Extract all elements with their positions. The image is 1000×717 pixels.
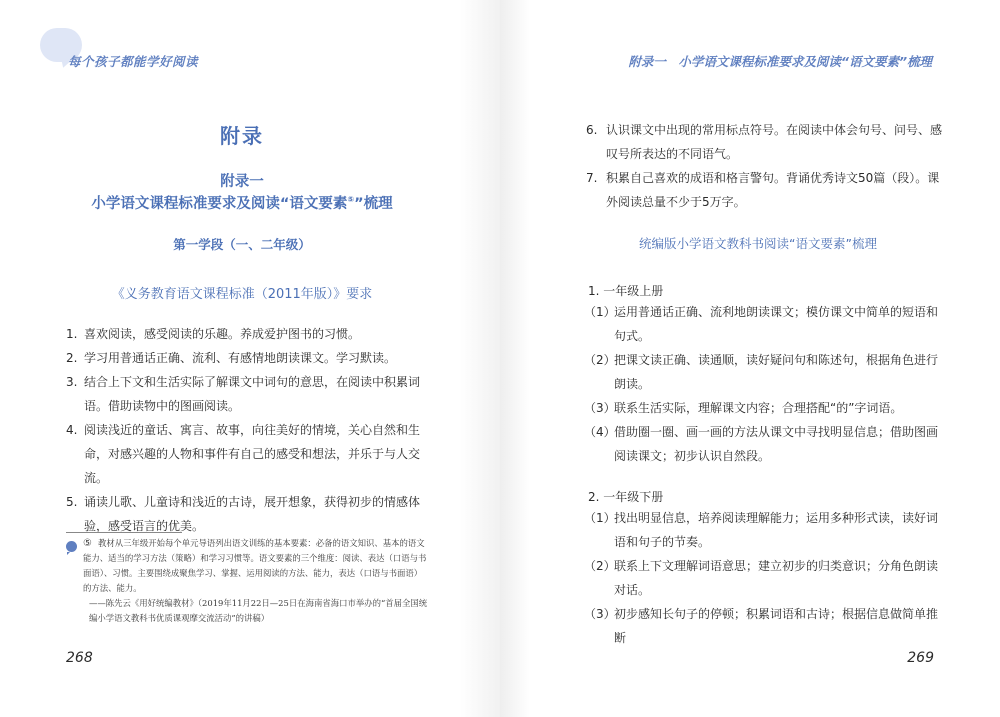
list-item — [66, 418, 436, 490]
item-number: 6. — [586, 123, 598, 137]
item-number: （1） — [584, 305, 616, 319]
item-text: 积累自己喜欢的成语和格言警句。背诵优秀诗文50篇（段）。课外阅读总量不少于5万字。 — [606, 171, 940, 209]
list-item — [586, 118, 942, 166]
running-head-right: 附录一 小学语文课程标准要求及阅读“语文要素”梳理 — [628, 54, 932, 69]
grade-heading: 1. 一年级上册 — [588, 284, 664, 298]
item-text: 联系生活实际，理解课文内容；合理搭配“的”字词语。 — [614, 401, 903, 415]
list-item — [584, 420, 942, 468]
item-number: 7. — [586, 171, 598, 185]
standard-heading: 《义务教育语文课程标准（2011年版）》要求 — [111, 287, 373, 302]
grade-heading: 2. 一年级下册 — [588, 490, 664, 504]
list-item — [584, 300, 942, 348]
footnote-reference: ⑤ — [347, 195, 355, 205]
section-title: 统编版小学语文教科书阅读“语文要素”梳理 — [639, 236, 877, 251]
list-item — [66, 490, 436, 538]
item-text: 阅读浅近的童话、寓言、故事，向往美好的情境，关心自然和生命，对感兴趣的人物和事件有自己的感受和想法，并乐于与人交流。 — [84, 423, 421, 485]
footnote-rule — [66, 532, 182, 533]
list-item — [66, 370, 436, 418]
item-number: （3） — [584, 401, 616, 415]
list-item — [584, 348, 942, 396]
item-text: 把课文读正确、读通顺，读好疑问句和陈述句，根据角色进行朗读。 — [614, 353, 939, 391]
appendix-title — [0, 192, 484, 213]
item-text: 结合上下文和生活实际了解课文中词句的意思，在阅读中积累词语。借助读物中的图画阅读。 — [84, 375, 421, 413]
item-text: 借助圈一圈、画一画的方法从课文中寻找明显信息；借助图画阅读课文；初步认识自然段。 — [614, 425, 939, 463]
appendix-title-end: ”梳理 — [354, 196, 393, 212]
item-text: 初步感知长句子的停顿；积累词语和古诗；根据信息做简单推断 — [614, 607, 939, 645]
grade1-lower-list — [584, 506, 942, 650]
stage-label: 第一学段（一、二年级） — [173, 237, 311, 252]
list-item — [584, 554, 942, 602]
item-number: （2） — [584, 353, 616, 367]
standard-requirements-list — [66, 322, 436, 538]
list-item — [586, 166, 942, 214]
list-item — [66, 322, 436, 346]
comment-dot-icon — [66, 541, 77, 552]
item-number: 3. — [66, 375, 78, 389]
footnote-source: ——陈先云《用好统编教材》（2019年11月22日—25日在海南省海口市举办的“首届全国统编小学语文教科书优质课观摩交流活动”的讲稿） — [89, 598, 428, 623]
appendix-title-text: 小学语文课程标准要求及阅读“语文要素 — [91, 196, 348, 212]
item-text: 喜欢阅读，感受阅读的乐趣。养成爱护图书的习惯。 — [84, 327, 361, 341]
item-text: 联系上下文理解词语意思；建立初步的归类意识；分角色朗读对话。 — [614, 559, 939, 597]
item-text: 诵读儿歌、儿童诗和浅近的古诗，展开想象，获得初步的情感体验，感受语言的优美。 — [84, 495, 421, 533]
item-text: 运用普通话正确、流利地朗读课文；模仿课文中简单的短语和句式。 — [614, 305, 939, 343]
running-head-left: 每个孩子都能学好阅读 — [68, 54, 199, 69]
list-item — [66, 346, 436, 370]
footnote-text: 教材从三年级开始每个单元导语列出语文训练的基本要素：必备的语文知识、基本的语文能力、适当的学习方法（策略）和学习习惯等。语文要素的三个维度：阅读、表达（口语与书面语）、习惯。主要围绕成聚焦学习、掌握、运用阅读的方法、能力，表达（口语与书面语）的方法、能力。 — [83, 538, 427, 593]
item-number: 2. — [66, 351, 78, 365]
list-item — [584, 506, 942, 554]
list-item — [584, 602, 942, 650]
grade1-upper-list — [584, 300, 942, 468]
item-text: 找出明显信息，培养阅读理解能力；运用多种形式读，读好词语和句子的节奏。 — [614, 511, 939, 549]
item-number: 1. — [66, 327, 78, 341]
list-item — [584, 396, 942, 420]
item-number: （3） — [584, 607, 616, 621]
page-number-left: 268 — [66, 650, 93, 666]
right-page — [500, 0, 1000, 717]
standard-requirements-continued — [586, 118, 942, 214]
item-number: （2） — [584, 559, 616, 573]
item-text: 学习用普通话正确、流利、有感情地朗读课文。学习默读。 — [84, 351, 397, 365]
item-text: 认识课文中出现的常用标点符号。在阅读中体会句号、问号、感叹号所表达的不同语气。 — [606, 123, 943, 161]
item-number: 4. — [66, 423, 78, 437]
appendix-label: 附录一 — [220, 174, 264, 190]
footnote — [83, 536, 428, 626]
item-number: （1） — [584, 511, 616, 525]
page-number-right: 269 — [907, 650, 934, 666]
item-number: （4） — [584, 425, 616, 439]
page-title: 附录 — [220, 124, 264, 148]
footnote-mark: ⑤ — [83, 538, 92, 549]
item-number: 5. — [66, 495, 78, 509]
